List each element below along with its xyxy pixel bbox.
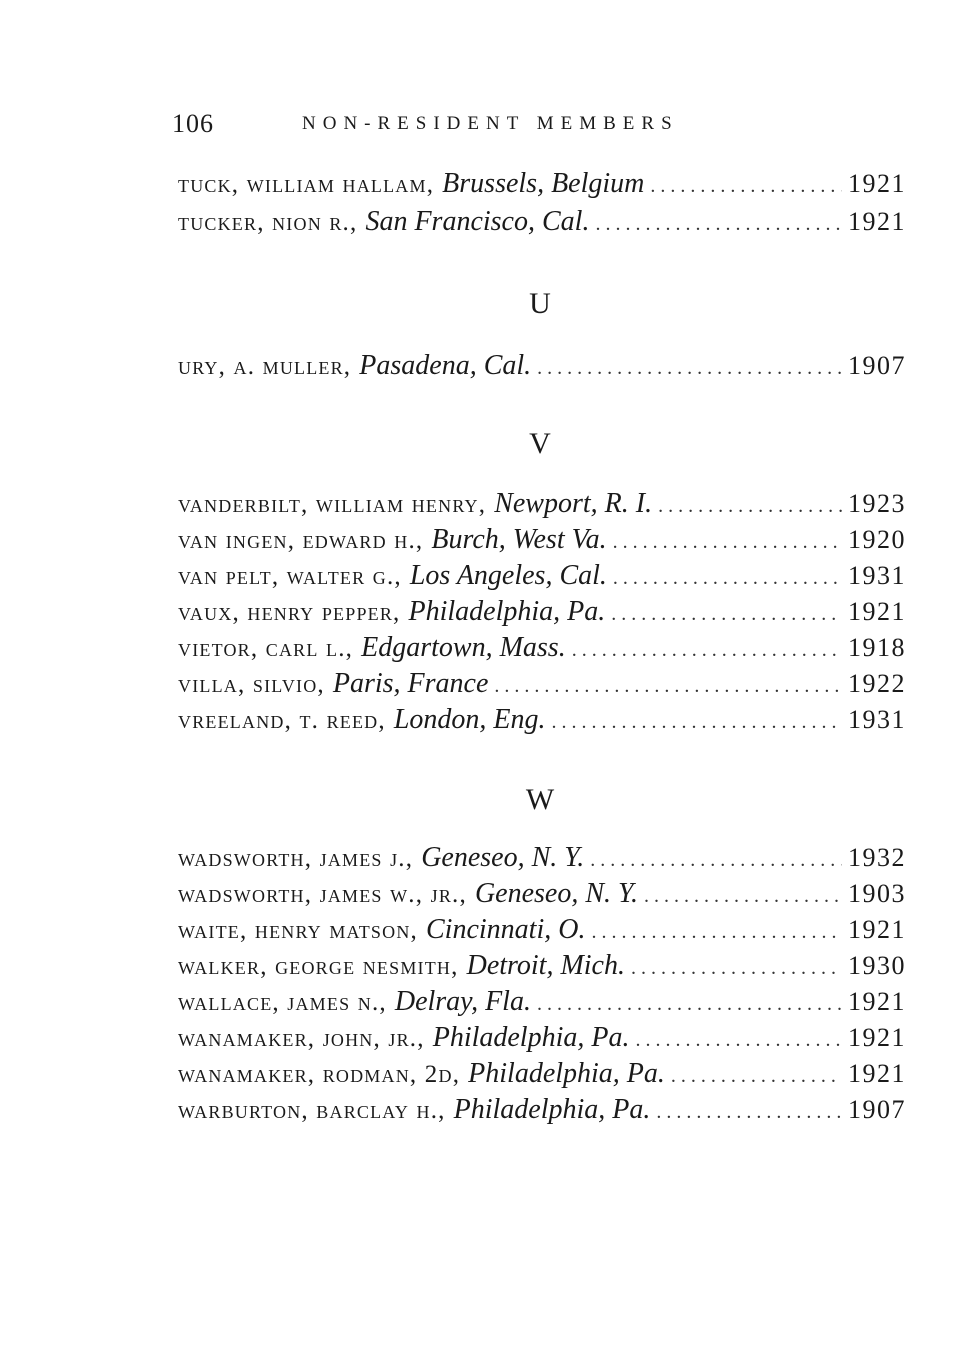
member-place: Edgartown, Mass. — [361, 632, 566, 663]
member-place: Philadelphia, Pa. — [408, 596, 606, 627]
page-number: 106 — [172, 109, 214, 138]
member-place: Geneseo, N. Y. — [474, 878, 639, 909]
dot-leader — [650, 175, 842, 198]
member-place: Brussels, Belgium — [442, 168, 645, 199]
dot-leader — [671, 1065, 842, 1088]
member-year: 1921 — [848, 169, 906, 198]
running-title: NON-RESIDENT MEMBERS — [302, 113, 679, 134]
member-name: vanderbilt, william henry, — [178, 491, 487, 518]
member-name: vreeland, t. reed, — [178, 707, 386, 734]
member-name: van ingen, edward h., — [178, 527, 424, 554]
member-entry — [178, 842, 906, 878]
dot-leader — [613, 531, 842, 554]
member-place: Newport, R. I. — [494, 488, 653, 519]
member-year: 1903 — [848, 879, 906, 908]
member-place: Paris, France — [332, 668, 489, 699]
member-entry — [178, 560, 906, 596]
dot-leader — [631, 957, 842, 980]
member-year: 1921 — [848, 207, 906, 236]
member-place: Geneseo, N. Y. — [421, 842, 585, 873]
member-year: 1931 — [848, 705, 906, 734]
dot-leader — [552, 711, 842, 734]
member-year: 1921 — [848, 597, 906, 626]
member-name: wanamaker, john, jr., — [178, 1025, 425, 1052]
member-place: Burch, West Va. — [431, 524, 607, 555]
member-name: wallace, james n., — [178, 989, 387, 1016]
member-year: 1931 — [848, 561, 906, 590]
member-entry — [178, 350, 906, 386]
member-year: 1930 — [848, 951, 906, 980]
member-entry — [178, 878, 906, 914]
member-place: Pasadena, Cal. — [359, 350, 532, 381]
dot-leader — [644, 885, 842, 908]
dot-leader — [658, 495, 842, 518]
dot-leader — [595, 213, 842, 236]
member-year: 1921 — [848, 1059, 906, 1088]
member-name: warburton, barclay h., — [178, 1097, 446, 1124]
member-name: ury, a. muller, — [178, 353, 352, 380]
member-year: 1922 — [848, 669, 906, 698]
member-year: 1932 — [848, 843, 906, 872]
member-entry — [178, 206, 906, 242]
member-year: 1907 — [848, 351, 906, 380]
member-name: villa, silvio, — [178, 671, 325, 698]
member-name: waite, henry matson, — [178, 917, 418, 944]
member-place: Los Angeles, Cal. — [409, 560, 607, 591]
member-name: tuck, william hallam, — [178, 171, 435, 198]
member-place: San Francisco, Cal. — [365, 206, 590, 237]
dot-leader — [572, 639, 842, 662]
dot-leader — [590, 849, 842, 872]
section-letter-w: W — [525, 783, 555, 816]
member-name: tucker, nion r., — [178, 209, 358, 236]
member-entry — [178, 668, 906, 704]
member-year: 1907 — [848, 1095, 906, 1124]
member-year: 1923 — [848, 489, 906, 518]
member-place: Philadelphia, Pa. — [453, 1094, 651, 1125]
member-entry — [178, 1094, 906, 1130]
member-entry — [178, 1022, 906, 1058]
member-name: wadsworth, james w., jr., — [178, 881, 467, 908]
member-year: 1918 — [848, 633, 906, 662]
dot-leader — [537, 993, 842, 1016]
dot-leader — [537, 357, 842, 380]
dot-leader — [635, 1029, 842, 1052]
member-year: 1921 — [848, 1023, 906, 1052]
member-name: vaux, henry pepper, — [178, 599, 401, 626]
member-place: Detroit, Mich. — [466, 950, 625, 981]
member-entry — [178, 986, 906, 1022]
dot-leader — [613, 567, 842, 590]
member-name: wanamaker, rodman, 2d, — [178, 1061, 461, 1088]
member-entry — [178, 524, 906, 560]
member-place: Delray, Fla. — [394, 986, 531, 1017]
dot-leader — [656, 1101, 842, 1124]
member-name: walker, george nesmith, — [178, 953, 459, 980]
member-name: van pelt, walter g., — [178, 563, 402, 590]
member-entry — [178, 488, 906, 524]
member-place: London, Eng. — [393, 704, 546, 735]
dot-leader — [494, 675, 842, 698]
member-entry — [178, 914, 906, 950]
dot-leader — [611, 603, 842, 626]
member-year: 1921 — [848, 915, 906, 944]
member-entry — [178, 1058, 906, 1094]
member-year: 1920 — [848, 525, 906, 554]
member-name: vietor, carl l., — [178, 635, 354, 662]
section-letter-u: U — [529, 287, 551, 320]
member-entry — [178, 704, 906, 740]
member-entry — [178, 950, 906, 986]
member-place: Philadelphia, Pa. — [432, 1022, 630, 1053]
member-entry — [178, 168, 906, 204]
member-entry — [178, 632, 906, 668]
member-name: wadsworth, james j., — [178, 845, 414, 872]
dot-leader — [591, 921, 842, 944]
member-entry — [178, 596, 906, 632]
member-year: 1921 — [848, 987, 906, 1016]
page-header — [172, 104, 792, 144]
section-letter-v: V — [529, 427, 551, 460]
member-place: Cincinnati, O. — [426, 914, 586, 945]
member-place: Philadelphia, Pa. — [468, 1058, 665, 1089]
